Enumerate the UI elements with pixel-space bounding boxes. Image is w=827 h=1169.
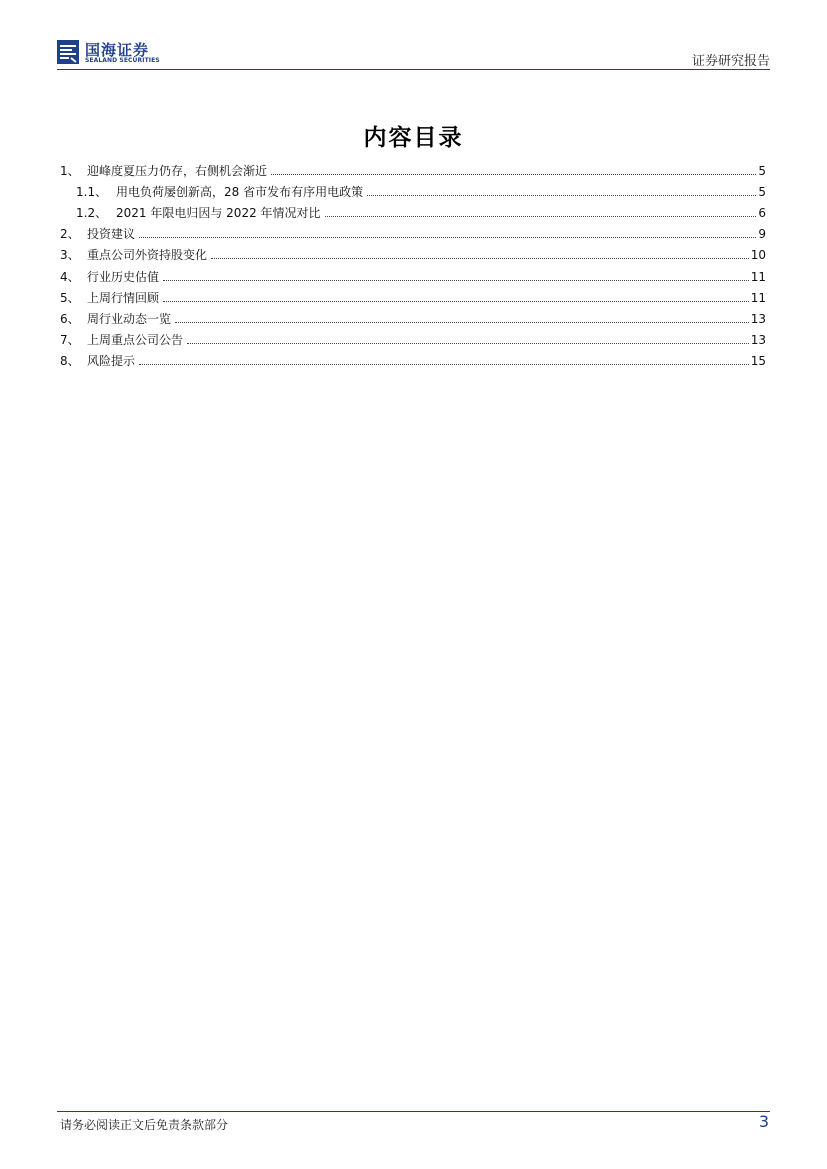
toc-entry-6[interactable] [60,305,766,326]
toc-entry-page: 13 [750,311,766,326]
toc-entry-page: 5 [758,164,766,179]
toc-leader-dots [163,280,749,281]
toc-leader-dots [211,258,749,259]
toc-entry-3[interactable] [60,241,766,262]
toc-leader-dots [367,195,756,196]
toc-entry-1-1[interactable] [60,178,766,199]
toc-entry-label: 投资建议 [87,227,136,242]
toc-title: 内容目录 [363,125,464,151]
toc-entry-page: 9 [758,227,766,242]
table-of-contents [60,157,766,368]
toc-entry-page: 6 [758,206,766,221]
toc-entry-page: 10 [750,248,766,263]
header-divider [57,69,770,70]
toc-entry-page: 5 [758,185,766,200]
toc-entry-label: 迎峰度夏压力仍存，右侧机会渐近 [87,164,268,179]
toc-entry-5[interactable] [60,284,766,305]
toc-entry-page: 15 [750,353,766,368]
toc-entry-label: 用电负荷屡创新高，28 省市发布有序用电政策 [116,185,364,200]
toc-entry-number: 3、 [60,248,80,263]
logo-english-name: SEALAND SECURITIES [85,57,160,64]
toc-entry-2[interactable] [60,220,766,241]
footer-disclaimer: 请务必阅读正文后免责条款部分 [60,1118,229,1132]
toc-entry-number: 1.2、 [76,206,108,221]
toc-entry-number: 5、 [60,290,80,305]
toc-entry-number: 2、 [60,227,80,242]
toc-leader-dots [139,364,749,365]
toc-leader-dots [187,343,749,344]
footer-divider [57,1111,770,1112]
toc-entry-number: 8、 [60,353,80,368]
toc-entry-number: 4、 [60,269,80,284]
toc-leader-dots [175,322,749,323]
report-type-label: 证券研究报告 [691,54,770,69]
toc-leader-dots [163,301,749,302]
toc-entry-label: 上周重点公司公告 [87,332,184,347]
toc-leader-dots [271,174,756,175]
toc-entry-page: 13 [750,332,766,347]
toc-entry-1[interactable] [60,157,766,178]
toc-leader-dots [139,237,756,238]
logo-chinese-name: 国海证券 [85,41,150,59]
toc-entry-label: 风险提示 [87,353,136,368]
toc-entry-7[interactable] [60,326,766,347]
toc-entry-label: 行业历史估值 [87,269,160,284]
toc-entry-label: 周行业动态一览 [87,311,172,326]
page-header [57,38,770,68]
toc-leader-dots [325,216,756,217]
toc-entry-number: 7、 [60,332,80,347]
toc-entry-4[interactable] [60,262,766,283]
toc-entry-8[interactable] [60,347,766,368]
toc-entry-number: 1.1、 [76,185,108,200]
toc-entry-label: 2021 年限电归因与 2022 年情况对比 [116,206,321,221]
toc-entry-label: 上周行情回顾 [87,290,160,305]
toc-entry-label: 重点公司外资持股变化 [87,248,208,263]
toc-entry-page: 11 [750,269,766,284]
toc-entry-number: 1、 [60,164,80,179]
sealand-logo-icon [57,40,79,64]
page-number: 3 [758,1112,769,1131]
toc-entry-number: 6、 [60,311,80,326]
toc-entry-page: 11 [750,290,766,305]
toc-entry-1-2[interactable] [60,199,766,220]
